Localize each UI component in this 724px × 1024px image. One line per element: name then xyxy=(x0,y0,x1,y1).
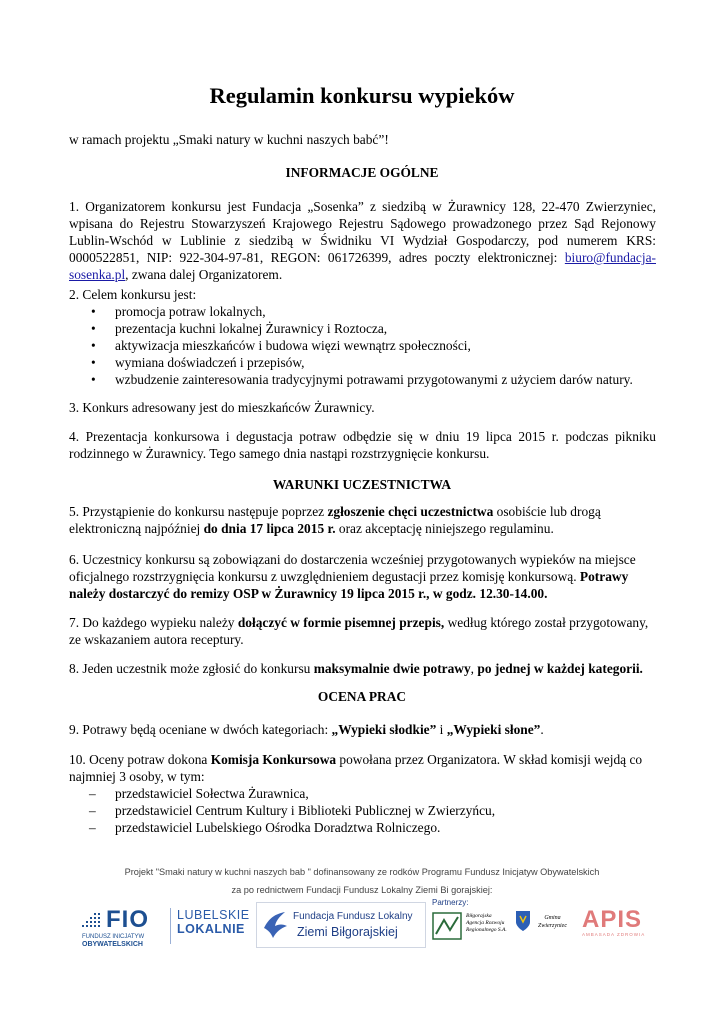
bullet-icon: • xyxy=(91,304,96,319)
email-link[interactable]: biuro@fundacja-sosenka.pl xyxy=(69,250,656,282)
gmina-crest-logo xyxy=(515,910,531,932)
footer-intermediary-line: za po rednictwem Fundacji Fundusz Lokalny Ziemi Bi gorajskiej: xyxy=(231,885,493,895)
paragraph-10: 10. Oceny potraw dokona Komisja Konkursowa powołana przez Organizatora. W skład komisji wejdą co najmniej 3 osoby, w tym: xyxy=(69,752,643,784)
dash-icon: – xyxy=(89,786,96,801)
fio-logo: FIO FUNDUSZ INICJATYW OBYWATELSKICH xyxy=(82,906,149,948)
list-item: – przedstawiciel Centrum Kultury i Biblioteki Publicznej w Zwierzyńcu, xyxy=(89,803,496,818)
paragraph-7: 7. Do każdego wypieku należy dołączyć w formie pisemnej przepis, według którego został przygotowany, ze wskazaniem autora receptury. xyxy=(69,615,649,647)
agency-emblem-icon xyxy=(432,912,462,940)
page-title: Regulamin konkursu wypieków xyxy=(209,83,515,108)
footer-funding-line: Projekt "Smaki natury w kuchni naszych bab " dofinansowany ze rodków Programu Fundusz Inicjatyw Obywatelskich xyxy=(124,867,600,877)
bullet-icon: • xyxy=(91,355,96,370)
paragraph-1-tail: , zwana dalej Organizatorem. xyxy=(125,267,283,282)
section-heading-general: INFORMACJE OGÓLNE xyxy=(285,165,439,180)
bird-icon xyxy=(261,908,289,942)
list-item: • wymiana doświadczeń i przepisów, xyxy=(91,355,305,370)
paragraph-5: 5. Przystąpienie do konkursu następuje poprzez zgłoszenie chęci uczestnictwa osobiście lub drogą elektroniczną najpóźniej do dnia 17 lipca 2015 r. oraz akceptację niniejszego regulaminu. xyxy=(69,504,601,536)
list-item: • prezentacja kuchni lokalnej Żurawnicy i Roztocza, xyxy=(91,321,388,336)
subtitle: w ramach projektu „Smaki natury w kuchni naszych babć”! xyxy=(69,132,389,147)
dash-icon: – xyxy=(89,803,96,818)
fio-wordmark: FIO xyxy=(106,906,149,933)
paragraph-3: 3. Konkurs adresowany jest do mieszkańców Żurawnicy. xyxy=(69,400,375,415)
paragraph-4: 4. Prezentacja konkursowa i degustacja potraw odbędzie się w dniu 19 lipca 2015 r. podczas pikniku rodzinnego w Żurawnicy. Tego samego dnia nastąpi rozstrzygnięcie konkursu. xyxy=(69,429,656,461)
ffl-logo: Fundacja Fundusz Lokalny Ziemi Biłgorajskiej xyxy=(256,902,426,948)
dash-icon: – xyxy=(89,820,96,835)
list-item: – przedstawiciel Sołectwa Żurawnica, xyxy=(89,786,309,801)
bullet-icon: • xyxy=(91,321,96,336)
paragraph-6: 6. Uczestnicy konkursu są zobowiązani do dostarczenia wcześniej przygotowanych wypieków na miejsce oficjalnego rozstrzygnięcia konkursu z uwzględnieniem degustacji przez komisję konkursową. Potrawy należy dostarczyć do remizy OSP w Żurawnicy 19 lipca 2015 r., w godz. 12.30-14.00. xyxy=(69,552,636,601)
goals-list xyxy=(69,303,669,388)
lubelskie-lokalnie-logo: LUBELSKIE LOKALNIE xyxy=(170,908,247,944)
list-item: • aktywizacja mieszkańców i budowa więzi wewnątrz społeczności, xyxy=(91,338,471,353)
list-item: • wzbudzenie zainteresowania tradycyjnymi potrawami przygotowanymi z użyciem darów natury. xyxy=(91,372,633,387)
paragraph-9: 9. Potrawy będą oceniane w dwóch kategoriach: „Wypieki słodkie” i „Wypieki słone”. xyxy=(69,722,544,737)
partner-logos xyxy=(0,896,724,956)
paragraph-8: 8. Jeden uczestnik może zgłosić do konkursu maksymalnie dwie potrawy, po jednej w każdej kategorii. xyxy=(69,661,643,676)
paragraph-1 xyxy=(69,198,656,283)
apis-logo: APIS AMBASADA ZDROWIA xyxy=(582,906,646,937)
paragraph-2-intro: 2. Celem konkursu jest: xyxy=(69,287,197,302)
list-item: – przedstawiciel Lubelskiego Ośrodka Doradztwa Rolniczego. xyxy=(89,820,441,835)
agency-logo: Biłgorajska Agencja Rozwoju Regionalnego S.A. xyxy=(432,910,510,946)
fio-dots-icon xyxy=(82,910,104,930)
crest-icon xyxy=(515,910,531,932)
section-heading-conditions: WARUNKI UCZESTNICTWA xyxy=(272,477,452,492)
list-item: • promocja potraw lokalnych, xyxy=(91,304,266,319)
partners-label: Partnerzy: xyxy=(432,898,469,907)
committee-list xyxy=(69,785,669,836)
section-heading-evaluation: OCENA PRAC xyxy=(317,689,407,704)
bullet-icon: • xyxy=(91,338,96,353)
paragraph-1-text: 1. Organizatorem konkursu jest Fundacja „Sosenka” z siedzibą w Żurawnicy 128, 22-470 Zwierzyniec, wpisana do Rejestru Stowarzyszeń Krajowego Rejestru Sądowego prowadzonego przez Sąd Rejonowy Lublin-Wschód w Lublinie z siedzibą w Świdniku VI Wydział Gospodarczy, pod numerem KRS: 0000522851, NIP: 922-304-97-81, REGON: 061726399, adres poczty elektronicznej: xyxy=(69,199,656,265)
gmina-zwierzyniec-logo: Gmina Zwierzyniec xyxy=(538,915,567,929)
bullet-icon: • xyxy=(91,372,96,387)
